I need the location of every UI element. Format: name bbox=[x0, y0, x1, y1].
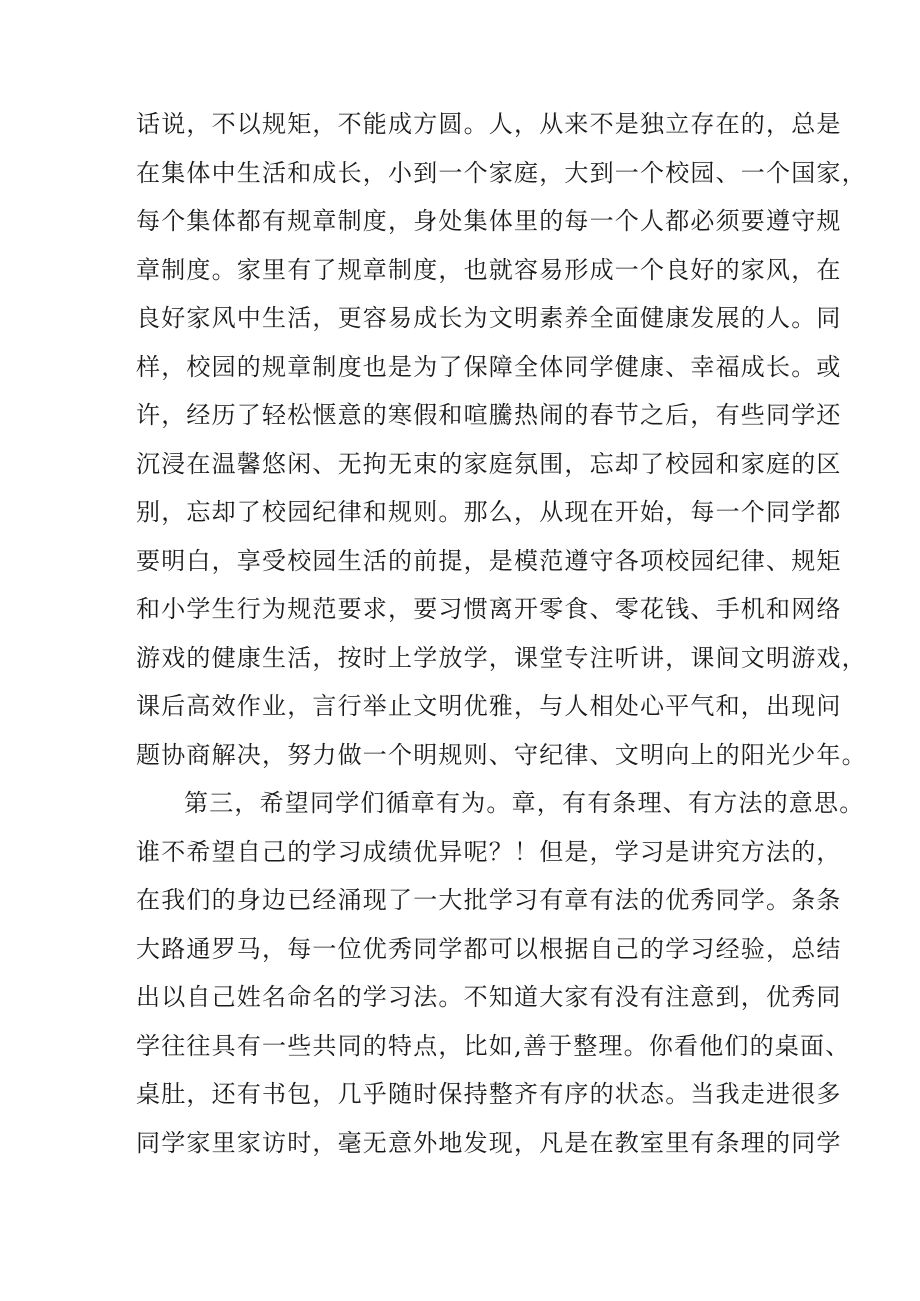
text-line: 桌肚，还有书包，几乎随时保持整齐有序的状态。当我走进很多 bbox=[136, 1080, 842, 1108]
text-line: 每个集体都有规章制度，身处集体里的每一个人都必须要遵守规 bbox=[136, 207, 842, 235]
paragraph-start-line: 第三，希望同学们循章有为。章，有有条理、有方法的意思。 bbox=[184, 789, 865, 817]
text-line: 话说，不以规矩，不能成方圆。人，从来不是独立存在的，总是 bbox=[136, 110, 842, 138]
text-line: 良好家风中生活，更容易成长为文明素养全面健康发展的人。同 bbox=[136, 304, 842, 332]
text-line: 章制度。家里有了规章制度，也就容易形成一个良好的家风，在 bbox=[136, 255, 842, 284]
body-text bbox=[136, 100, 867, 1167]
text-line: 题协商解决，努力做一个明规则、守纪律、文明向上的阳光少年。 bbox=[136, 740, 867, 769]
text-line: 谁不希望自己的学习成绩优异呢？！但是，学习是讲究方法的， bbox=[136, 837, 842, 866]
text-line: 在我们的身边已经涌现了一大批学习有章有法的优秀同学。条条 bbox=[136, 886, 842, 914]
text-line: 许，经历了轻松惬意的寒假和喧騰热闹的春节之后，有些同学还 bbox=[136, 401, 842, 429]
text-line: 大路通罗马，每一位优秀同学都可以根据自己的学习经验，总结 bbox=[136, 934, 842, 963]
text-line: 和小学生行为规范要求，要习惯离开零食、零花钱、手机和网络 bbox=[136, 595, 842, 623]
text-line: 在集体中生活和成长，小到一个家庭，大到一个校园、一个国家， bbox=[136, 158, 867, 187]
text-line: 课后高效作业，言行举止文明优雅，与人相处心平气和，出现问 bbox=[136, 692, 842, 720]
text-line: 别，忘却了校园纪律和规则。那么，从现在开始，每一个同学都 bbox=[136, 498, 842, 526]
text-line: 要明白，享受校园生活的前提，是模范遵守各项校园纪律、规矩 bbox=[136, 546, 842, 575]
text-line: 沉浸在温馨悠闲、无拘无束的家庭氛围，忘却了校园和家庭的区 bbox=[136, 449, 842, 478]
text-line: 出以自己姓名命名的学习法。不知道大家有没有注意到，优秀同 bbox=[136, 983, 842, 1011]
text-line: 游戏的健康生活，按时上学放学，课堂专注听讲，课间文明游戏， bbox=[136, 643, 867, 672]
text-line: 同学家里家访时，毫无意外地发现，凡是在教室里有条理的同学 bbox=[136, 1128, 842, 1157]
text-line: 样，校园的规章制度也是为了保障全体同学健康、幸福成长。或 bbox=[136, 352, 842, 381]
text-line: 学往往具有一些共同的特点，比如,善于整理。你看他们的桌面、 bbox=[136, 1031, 851, 1060]
